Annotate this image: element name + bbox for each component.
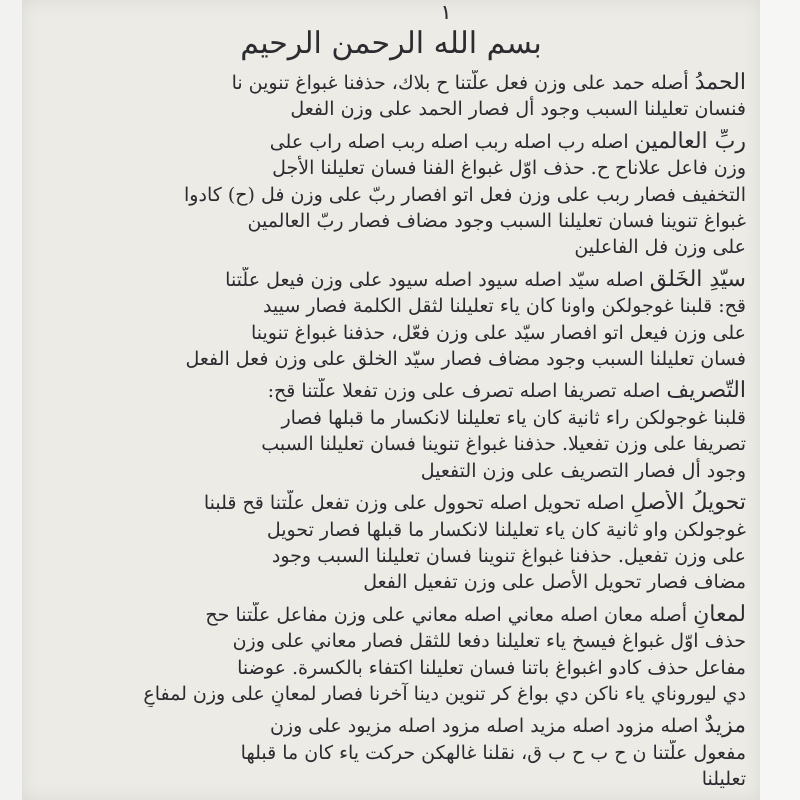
text-line: الحمدُ أصله حمد على وزن فعل علّتنا ح بلاك، حذفنا غبواغ تنوين نا <box>231 70 746 95</box>
text-line: سيّدِ الخَلقِ اصله سيّد اصله سيود اصله سيود على وزن فيعل علّتنا <box>225 266 746 292</box>
entry-term: مزيدٌ <box>704 713 746 739</box>
paragraph-tasrif <box>36 378 746 484</box>
paragraph-tahwil <box>36 490 746 596</box>
text-line: لمعانٍ أصله معان اصله معاني اصله معاني على وزن مفاعل علّتنا حح <box>205 601 746 627</box>
paragraph-mazid <box>36 713 746 792</box>
paragraph-maani <box>36 602 746 708</box>
text-line: وجود أل فصار التصريف على وزن التفعيل <box>420 459 746 482</box>
text-line: تصريفا على وزن تفعيلا. حذفنا غبواغ تنوينا فسان تعليلنا السبب <box>261 433 746 456</box>
basmala-heading: بسم الله الرحمن الرحيم <box>240 26 542 61</box>
text-line: تعليلنا <box>701 768 746 791</box>
text-line: فسان تعليلنا السبب وجود مضاف فصار سيّد الخلق على وزن فعل الفعل <box>185 348 746 371</box>
entry-term: تحويلُ الأصلِ <box>630 490 746 516</box>
text-line: مفعول علّتنا ن ح ب ح ب ق، نقلنا غالهكن حركت ياء كان ما قبلها <box>240 741 746 764</box>
entry-term: التّصريف <box>666 378 746 404</box>
text-line: غبواغ تنوينا فسان تعليلنا السبب وجود مضاف فصار ربّ العالمين <box>247 210 746 233</box>
text-line: دي ليوروناي ياء ناكن دي بواغ كر تنوين دينا آخرنا فصار لمعانٍ على وزن لمفاعٍ <box>143 682 746 705</box>
text-line: تحويلُ الأصلِ اصله تحويل اصله تحوول على وزن تفعل علّتنا قح قلبنا <box>203 490 746 516</box>
text-line: حذف اوّل غبواغ فيسخ ياء تعليلنا دفعا للثقل فصار معاني على وزن <box>232 630 746 653</box>
text-line: التخفيف فصار ربب على وزن فعل اتو افصار ربّ على وزن فل (ح) كادوا <box>184 183 746 206</box>
page-number: ١ <box>440 6 452 25</box>
entry-term: لمعانٍ <box>693 601 746 627</box>
text-line: قح: قلبنا غوجولكن واونا كان ياء تعليلنا لثقل الكلمة فصار سييد <box>262 295 746 318</box>
text-line: قلبنا غوجولكن راء ثانية كان ياء تعليلنا لانكسار ما قبلها فصار <box>281 406 746 429</box>
text-line: مضاف فصار تحويل الأصل على وزن تفعيل الفعل <box>363 571 746 594</box>
paragraph-sayyid <box>36 267 746 373</box>
text-line: فنسان تعليلنا السبب وجود أل فصار الحمد على وزن الفعل <box>290 98 746 121</box>
text-line: وزن فاعل علاناح ح. حذف اوّل غبواغ الفنا فسان تعليلنا الأجل <box>272 157 746 180</box>
text-line: على وزن فل الفاعلين <box>574 236 746 259</box>
paragraph-rabb <box>36 129 746 261</box>
text-line: ربِّ العالمين اصله رب اصله ربب اصله ربب اصله راب على <box>269 128 746 154</box>
manuscript-text <box>36 6 746 800</box>
entry-term: ربِّ العالمين <box>634 128 746 154</box>
paragraph-alhamd <box>36 70 746 123</box>
text-line: على وزن تفعيل. حذفنا غبواغ تنوينا فسان تعليلنا السبب وجود <box>271 544 746 567</box>
text-line: على وزن فيعل اتو افصار سيّد على وزن فعّل، حذفنا غبواغ تنوينا <box>251 321 746 344</box>
text-line: غوجولكن واو ثانية كان ياء تعليلنا لانكسار ما قبلها فصار تحويل <box>266 518 746 541</box>
text-line: مزيدٌ اصله مزود اصله مزيد اصله مزود اصله مزيود على وزن <box>269 713 746 739</box>
text-line: التّصريف اصله تصريفا اصله تصرف على وزن تفعلا علّتنا قح: <box>267 378 746 404</box>
entry-term: الحمدُ <box>694 70 746 95</box>
entry-term: سيّدِ الخَلقِ <box>649 266 746 292</box>
text-line: مفاعل حذف كادو اغبواغ باتنا فسان تعليلنا اكتفاء بالكسرة. عوضنا <box>237 656 746 679</box>
